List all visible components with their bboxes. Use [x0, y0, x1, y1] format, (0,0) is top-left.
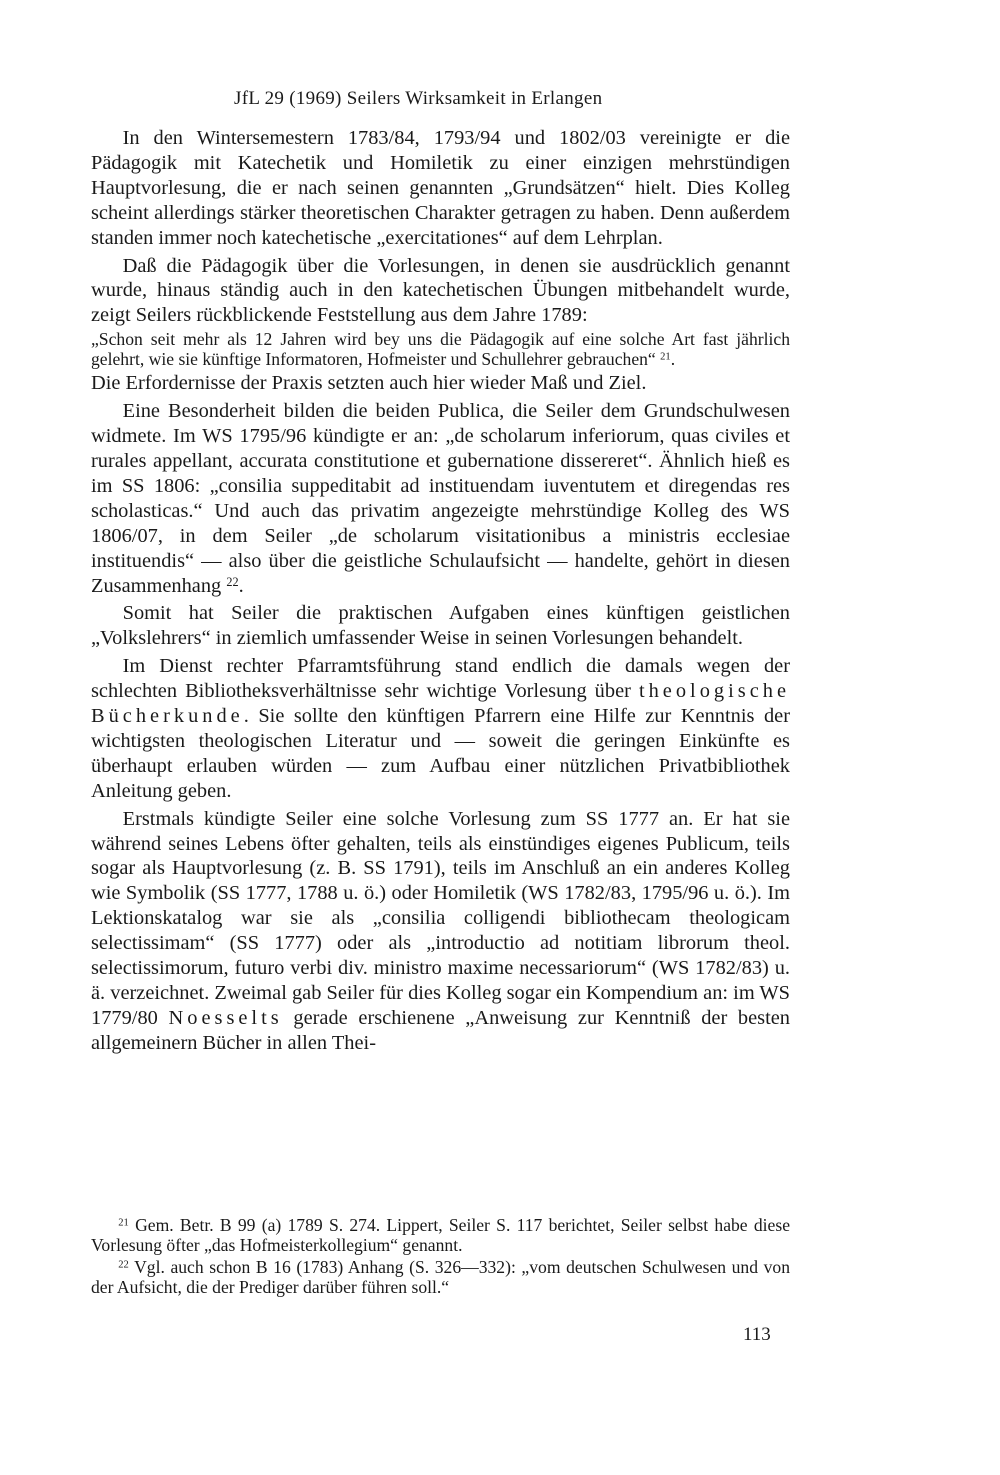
paragraph — [91, 807, 790, 1056]
paragraph-text: Im Dienst rechter Pfarramtsführung stand endlich die damals wegen der schlechten Bibliotheksverhältnisse sehr wichtige Vorlesung über — [91, 655, 790, 703]
footnotes — [91, 1216, 790, 1300]
paragraph-text: Eine Besonderheit bilden die beiden Publica, die Seiler dem Grundschulwesen widmete. Im WS 1795/96 kündigte er an: „de scholarum inferiorum, quas civiles et rurales appellant, accurata constitutione et gubernatione dissereret“. Ähnlich hieß es im SS 1806: „consilia suppeditabit ad instituendam iuventutem et diregendas res scholasticas.“ Und auch das privatim angezeigte mehrstündige Kolleg des WS 1806/07, in dem Seiler „de scholarum visitationibus a ministris ecclesiae instituendis“ — also über die geistliche Schulaufsicht — handelte, gehört in diesen Zusammenhang — [91, 400, 790, 597]
paragraph-text: Erstmals kündigte Seiler eine solche Vorlesung zum SS 1777 an. Er hat sie während seines Lebens öfter gehalten, teils als einstündiges eigenes Publicum, teils sogar als Hauptvorlesung (z. B. SS 1791), teils im Anschluß an ein anderes Kolleg wie Symbolik (SS 1777, 1788 u. ö.) oder Homiletik (WS 1782/83, 1795/96 u. ö.). Im Lektionskatalog war sie als „consilia colligendi bibliothecam theologicam selectissimam“ (SS 1777) oder als „introductio ad notitiam librorum theol. selectissimorum, futuro verbi div. ministro maxime necessariorum“ (WS 1782/83) u. ä. verzeichnet. Zweimal gab Seiler für dies Kolleg sogar ein Kompendium an: im WS 1779/80 — [91, 807, 790, 1029]
quote-end: . — [670, 349, 676, 370]
footnote-number: 22 — [118, 1259, 129, 1271]
paragraph-end: . — [238, 574, 244, 597]
emphasized-term: theologische Bücherkunde — [91, 680, 790, 728]
block-quote — [91, 329, 790, 369]
footnote-21 — [91, 1216, 790, 1255]
main-text — [91, 126, 790, 1056]
emphasized-name: Noesselts — [168, 1006, 283, 1029]
page-number: 113 — [743, 1324, 771, 1345]
paragraph: Die Erfordernisse der Praxis setzten auch hier wieder Maß und Ziel. — [91, 372, 647, 395]
footnote-ref[interactable]: 21 — [660, 351, 671, 363]
paragraph — [91, 654, 790, 803]
paragraph: In den Wintersemestern 1783/84, 1793/94 und 1802/03 vereinigte er die Pädagogik mit Katechetik und Homiletik zu einer einzigen mehrstündigen Hauptvorlesung, die er nach seinen genannten „Grundsätzen“ hielt. Dies Kolleg scheint allerdings stärker theoretischen Charakter getragen zu haben. Denn außerdem standen immer noch katechetische „exercitationes“ auf dem Lehrplan. — [91, 127, 790, 249]
paragraph — [91, 399, 790, 598]
paragraph: Daß die Pädagogik über die Vorlesungen, in denen sie ausdrücklich genannt wurde, hinaus ständig auch in den katechetischen Übungen mitbehandelt wurde, zeigt Seilers rückblickende Feststellung aus dem Jahre 1789: — [91, 254, 790, 327]
paragraph-text: gerade erschienene „Anweisung zur Kenntniß der besten allgemeinern Bücher in allen Thei- — [91, 1006, 791, 1054]
running-header: JfL 29 (1969) Seilers Wirksamkeit in Erlangen — [234, 88, 603, 109]
footnote-number: 21 — [118, 1217, 129, 1229]
quote-text: „Schon seit mehr als 12 Jahren wird bey uns die Pädagogik auf eine solche Art fast jährlich gelehrt, wie sie künftige Informatoren, Hofmeister und Schullehrer gebrauchen“ — [91, 329, 790, 370]
footnote-ref[interactable]: 22 — [226, 574, 239, 589]
paragraph-text: . Sie sollte den künftigen Pfarrern eine Hilfe zur Kenntnis der wichtigsten theologischen Literatur und — soweit die geringen Einkünfte es überhaupt erlauben würden — zum Aufbau einer nützlichen Privatbibliothek Anleitung geben. — [91, 705, 790, 802]
paragraph: Somit hat Seiler die praktischen Aufgaben eines künftigen geistlichen „Volkslehrers“ in ziemlich umfassender Weise in seinen Vorlesungen behandelt. — [91, 602, 790, 650]
footnote-text: Vgl. auch schon B 16 (1783) Anhang (S. 326—332): „vom deutschen Schulwesen und von der Aufsicht, die der Prediger darüber führen soll.“ — [91, 1257, 790, 1297]
footnote-text: Gem. Betr. B 99 (a) 1789 S. 274. Lippert, Seiler S. 117 berichtet, Seiler selbst habe diese Vorlesung öfter „das Hofmeisterkollegium“ genannt. — [91, 1215, 791, 1255]
footnote-22 — [91, 1258, 790, 1297]
